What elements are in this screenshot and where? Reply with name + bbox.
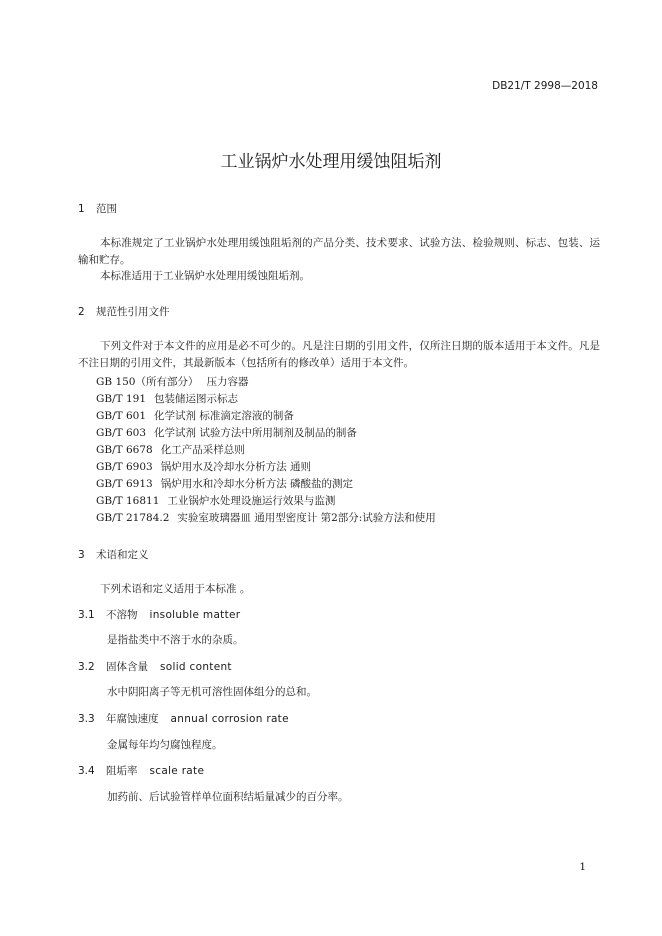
term-definition: 是指盐类中不溶于水的杂质。 [107,634,244,646]
standard-code: DB21/T 2998—2018 [492,80,598,92]
section-number: 1 [78,203,85,215]
term-definition: 金属每年均匀腐蚀程度。 [107,739,223,751]
terms-intro: 下列术语和定义适用于本标准 。 [100,583,251,595]
reference-item: GB/T 21784.2 实验室玻璃器皿 通用型密度计 第2部分:试验方法和使用 [96,512,436,524]
reference-item: GB/T 191 包装储运图示标志 [96,393,239,405]
section-2-heading [78,304,170,319]
reference-item: GB/T 6903 锅炉用水及冷却水分析方法 通则 [96,461,312,473]
section-title: 规范性引用文件 [96,306,170,318]
section-1-heading [78,201,117,216]
reference-item: GB/T 6678 化工产品采样总则 [96,444,245,456]
reference-item: GB 150（所有部分） 压力容器 [96,376,249,388]
term-heading: 3.2 固体含量 solid content [78,661,232,673]
term-definition: 加药前、后试验管样单位面积结垢量减少的百分率。 [107,791,349,803]
term-heading: 3.1 不溶物 insoluble matter [78,609,241,621]
scope-paragraph-1: 本标准规定了工业锅炉水处理用缓蚀阻垢剂的产品分类、技术要求、试验方法、检验规则、标志、包装、运输和贮存。 [78,237,600,266]
scope-paragraph-2: 本标准适用于工业锅炉水处理用缓蚀阻垢剂。 [100,270,310,282]
reference-item: GB/T 6913 锅炉用水和冷却水分析方法 磷酸盐的测定 [96,478,354,490]
reference-item: GB/T 603 化学试剂 试验方法中所用制剂及制品的制备 [96,427,357,439]
references-intro: 下列文件对于本文件的应用是必不可少的。凡是注日期的引用文件，仅所注日期的版本适用于本文件。凡是不注日期的引用文件，其最新版本（包括所有的修改单）适用于本文件。 [78,340,600,369]
page-number: 1 [579,861,586,873]
section-title: 术语和定义 [96,549,149,561]
section-number: 2 [78,306,85,318]
document-title: 工业锅炉水处理用缓蚀阻垢剂 [220,152,442,172]
term-definition: 水中阴阳离子等无机可溶性固体组分的总和。 [107,686,317,698]
reference-item: GB/T 601 化学试剂 标准滴定溶液的制备 [96,410,294,422]
section-number: 3 [78,549,85,561]
section-title: 范围 [96,203,117,215]
term-heading: 3.3 年腐蚀速度 annual corrosion rate [78,713,289,725]
section-3-heading [78,547,149,562]
reference-item: GB/T 16811 工业锅炉水处理设施运行效果与监测 [96,495,336,507]
term-heading: 3.4 阻垢率 scale rate [78,765,205,777]
